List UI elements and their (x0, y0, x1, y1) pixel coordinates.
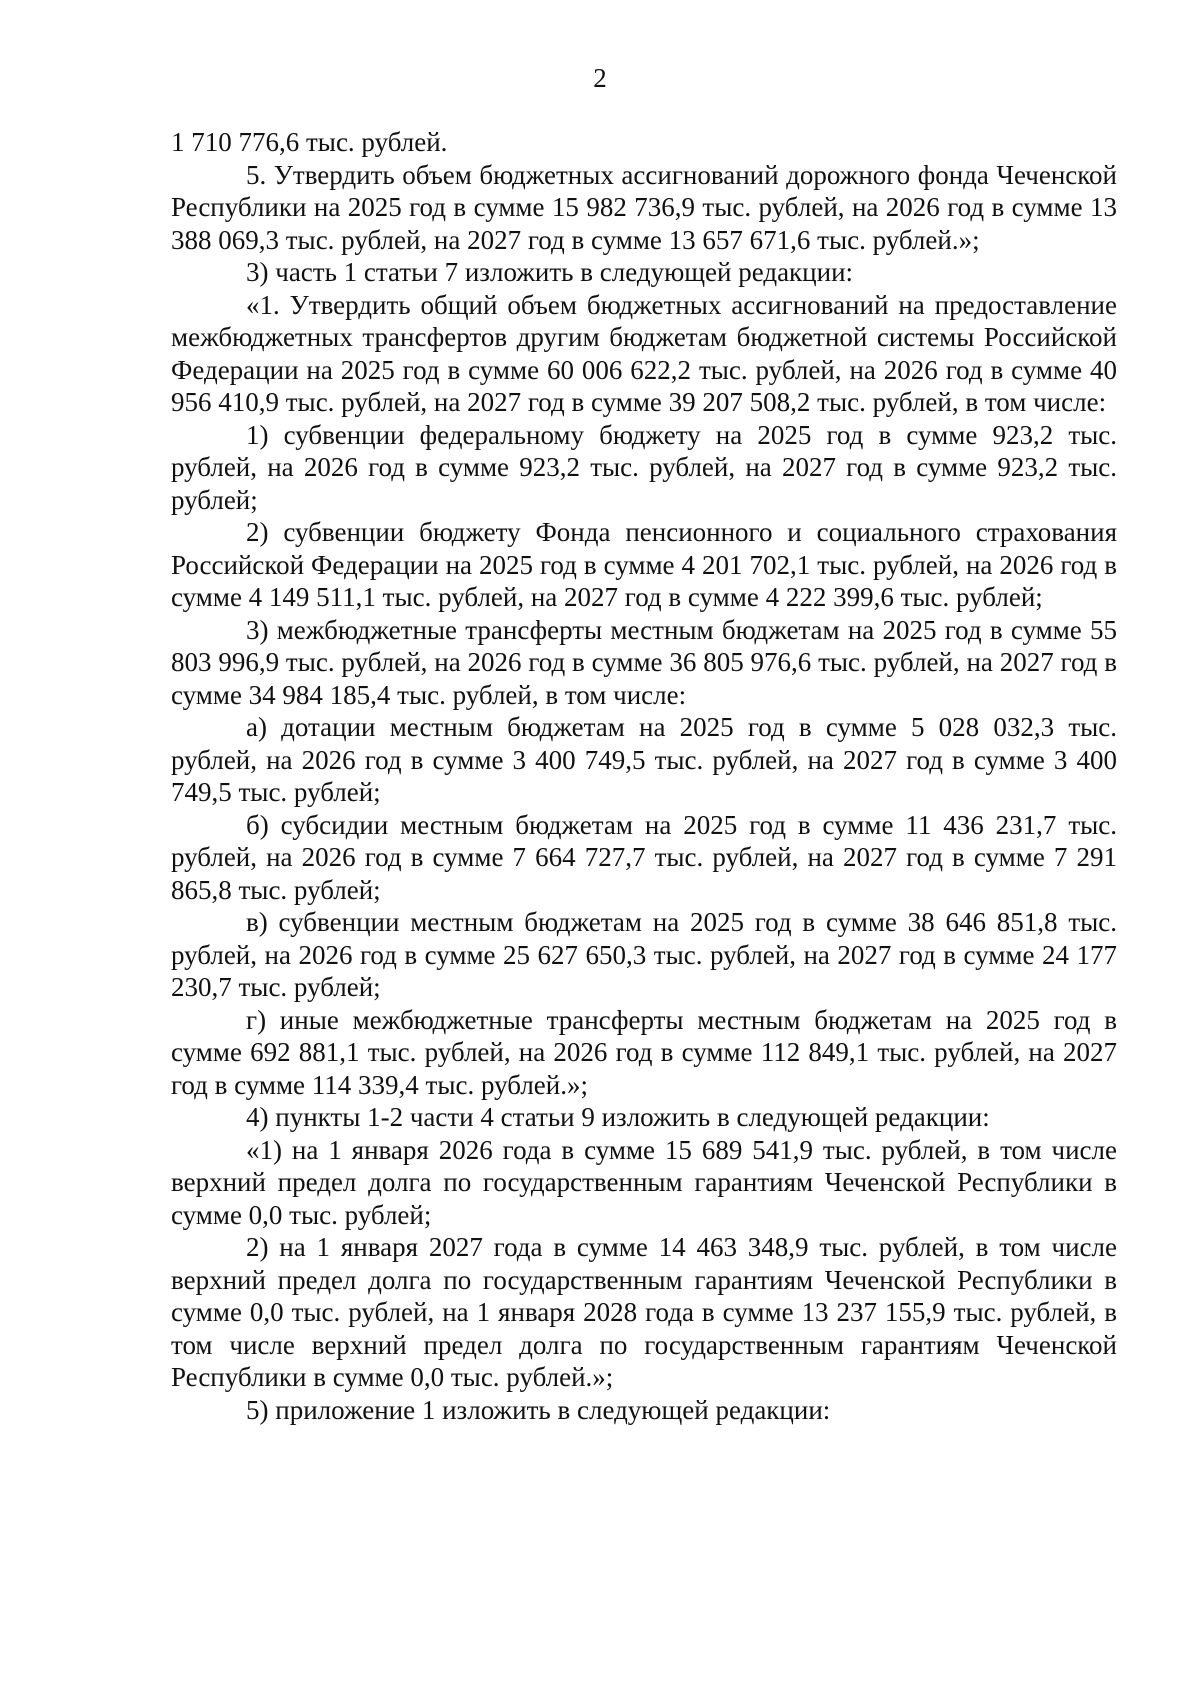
paragraph: а) дотации местным бюджетам на 2025 год в сумме 5 028 032,3 тыс. рублей, на 2026 год в сумме 3 400 749,5 тыс. рублей, на 2027 год в сумме 3 400 749,5 тыс. рублей; (171, 712, 1117, 807)
paragraph: «1) на 1 января 2026 года в сумме 15 689 541,9 тыс. рублей, в том числе верхний предел долга по государственным гарантиям Чеченской Республики в сумме 0,0 тыс. рублей; (171, 1134, 1117, 1230)
paragraph: 5. Утвердить объем бюджетных ассигнований дорожного фонда Чеченской Республики на 2025 год в сумме 15 982 736,9 тыс. рублей, на 2026 год в сумме 13 388 069,3 тыс. рублей, на 2027 год в сумме 13 657 671,6 тыс. рублей.»; (171, 159, 1117, 255)
paragraph: 1) субвенции федеральному бюджету на 2025 год в сумме 923,2 тыс. рублей, на 2026 год в сумме 923,2 тыс. рублей, на 2027 год в сумме 923,2 тыс. рублей; (171, 419, 1117, 515)
paragraph: в) субвенции местным бюджетам на 2025 год в сумме 38 646 851,8 тыс. рублей, на 2026 год в сумме 25 627 650,3 тыс. рублей, на 2027 год в сумме 24 177 230,7 тыс. рублей; (171, 907, 1117, 1002)
page-number: 2 (593, 63, 607, 93)
paragraph: «1. Утвердить общий объем бюджетных ассигнований на предоставление межбюджетных трансфертов другим бюджетам бюджетной системы Российской Федерации на 2025 год в сумме 60 006 622,2 тыс. рублей, на 2026 год в сумме 40 956 410,9 тыс. рублей, на 2027 год в сумме 39 207 508,2 тыс. рублей, в том числе: (171, 289, 1117, 417)
paragraph: 3) межбюджетные трансферты местным бюджетам на 2025 год в сумме 55 803 996,9 тыс. рублей, на 2026 год в сумме 36 805 976,6 тыс. рублей, на 2027 год в сумме 34 984 185,4 тыс. рублей, в том числе: (171, 614, 1117, 710)
paragraph: 4) пункты 1-2 части 4 статьи 9 изложить в следующей редакции: (246, 1102, 990, 1132)
paragraph: г) иные межбюджетные трансферты местным бюджетам на 2025 год в сумме 692 881,1 тыс. рублей, на 2026 год в сумме 112 849,1 тыс. рублей, на 2027 год в сумме 114 339,4 тыс. рублей.»; (171, 1004, 1117, 1100)
paragraph: 5) приложение 1 изложить в следующей редакции: (246, 1394, 831, 1425)
paragraph: б) субсидии местным бюджетам на 2025 год в сумме 11 436 231,7 тыс. рублей, на 2026 год в сумме 7 664 727,7 тыс. рублей, на 2027 год в сумме 7 291 865,8 тыс. рублей; (171, 809, 1117, 905)
document-body (171, 126, 1117, 1426)
paragraph: 2) субвенции бюджету Фонда пенсионного и социального страхования Российской Федерации на 2025 год в сумме 4 201 702,1 тыс. рублей, на 2026 год в сумме 4 149 511,1 тыс. рублей, на 2027 год в сумме 4 222 399,6 тыс. рублей; (171, 517, 1117, 612)
paragraph: 1 710 776,6 тыс. рублей. (171, 127, 448, 157)
paragraph: 2) на 1 января 2027 года в сумме 14 463 348,9 тыс. рублей, в том числе верхний предел долга по государственным гарантиям Чеченской Республики в сумме 0,0 тыс. рублей, на 1 января 2028 года в сумме 13 237 155,9 тыс. рублей, в том числе верхний предел долга по государственным гарантиям Чеченской Республики в сумме 0,0 тыс. рублей.»; (171, 1232, 1117, 1392)
paragraph: 3) часть 1 статьи 7 изложить в следующей редакции: (246, 257, 854, 287)
